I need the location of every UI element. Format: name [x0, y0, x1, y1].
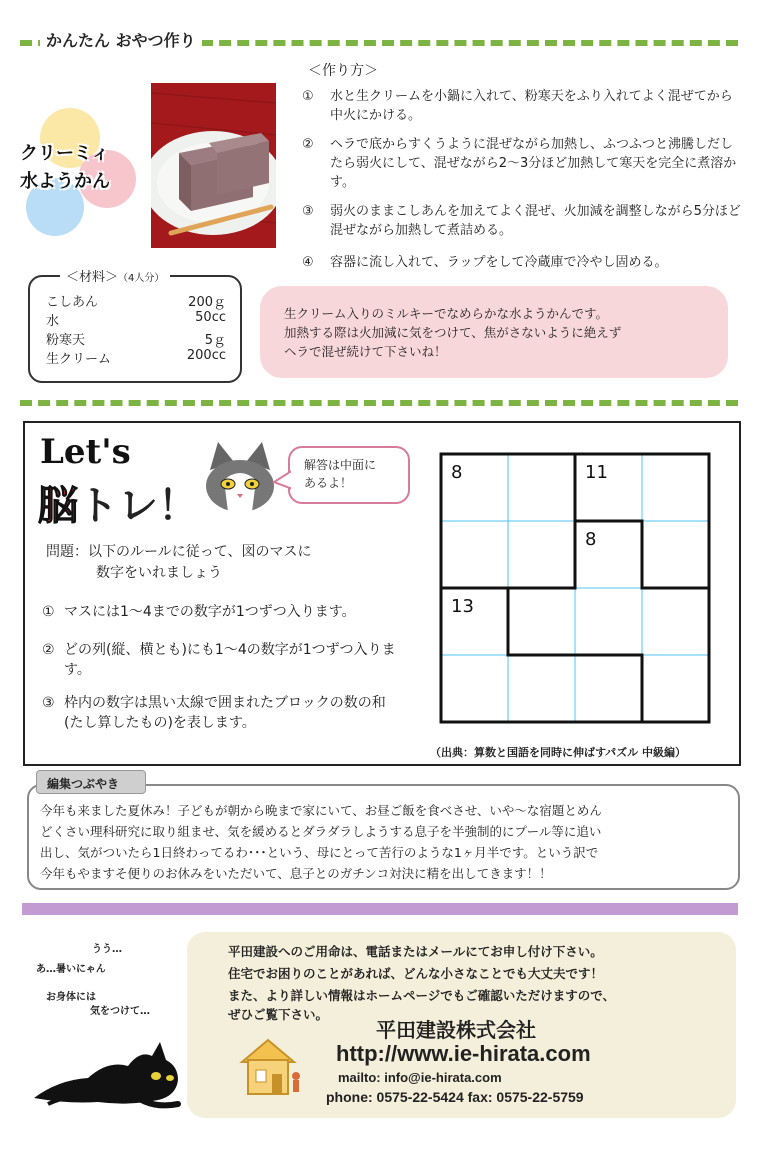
steps-heading: ＜作り方＞ [308, 63, 378, 79]
puzzle-rule [42, 602, 402, 622]
answer-bubble: 解答は中面に あるよ！ [288, 446, 410, 504]
step-number: ③ [302, 204, 314, 219]
step-number: ④ [302, 255, 314, 270]
info-line: 平田建設へのご用命は、電話またはメールにてお申し付け下さい。 [228, 944, 603, 959]
rule-number: ③ [42, 695, 55, 711]
puzzle-title-brain: 脳トレ！ [38, 483, 198, 529]
middle-dashed-divider [20, 400, 738, 406]
material-name: 生クリーム [46, 352, 112, 367]
cat-speech-4: 気をつけて… [90, 1006, 150, 1017]
material-name: こしあん [46, 295, 99, 310]
clue-number: 8 [585, 529, 597, 550]
puzzle-rule [42, 640, 402, 680]
material-row [46, 348, 226, 367]
clue-number: 11 [585, 462, 608, 483]
rule-number: ② [42, 642, 55, 658]
cat-speech-1: うう… [92, 944, 122, 955]
editorial-text: 今年も来ました夏休み！子どもが朝から晩まで家にいて、お昼ご飯を食べさせ、いや～な宿題とめん どくさい理科研究に取り組ませ、気を緩めるとダラダラしようする息子を半強制的にプール等に追い 出し、気がついたら1日終わってるわ･･･という、母にとって苦行のような1ヶ月半です。という訳で 今年もやますそ便りのお休みをいただいて、息子とのガチンコ対決に精を出してきます！！ [40, 803, 602, 881]
cat-face-icon [200, 440, 280, 520]
editorial-tab: 編集つぶやき [36, 770, 146, 794]
recipe-step [302, 87, 742, 125]
clue-number: 8 [451, 462, 463, 483]
recipe-note: 生クリーム入りのミルキーでなめらかな水ようかんです。 加熱する際は火加減に気をつけて、焦がさないように絶えず ヘラで混ぜ続けて下さいね！ [260, 286, 728, 378]
cat-speech-2: あ…暑いにゃん [36, 964, 106, 975]
yokan-photo [151, 83, 276, 248]
puzzle-title-lets: Let's [40, 432, 131, 472]
clue-number: 13 [451, 596, 474, 617]
material-amount: 5ｇ [204, 333, 226, 348]
step-text: 水と生クリームを小鍋に入れて、粉寒天をふり入れてよく混ぜてから中火にかける。 [330, 89, 733, 123]
step-number: ② [302, 137, 314, 152]
rule-number: ① [42, 604, 55, 620]
puzzle-grid [438, 451, 712, 725]
email-link[interactable]: mailto: info@ie-hirata.com [338, 1070, 502, 1085]
step-text: 容器に流し入れて、ラップをして冷蔵庫で冷やし固める。 [330, 255, 668, 270]
dessert-name: クリーミィ 水ようかん [20, 143, 110, 192]
material-row [46, 310, 226, 329]
materials-heading: ＜材料＞（4人分） [60, 266, 170, 285]
rule-text: 枠内の数字は黒い太線で囲まれたブロックの数の和(たし算したもの)を表します。 [64, 695, 386, 731]
material-amount: 50cc [195, 310, 226, 325]
material-name: 水 [46, 314, 60, 329]
puzzle-question-line2: 数字をいれましょう [96, 565, 222, 581]
step-number: ① [302, 89, 314, 104]
rule-text: どの列(縦、横とも)にも1～4の数字が1つずつ入ります。 [64, 642, 396, 678]
material-name: 粉寒天 [46, 333, 86, 348]
bubble-tail [272, 470, 292, 492]
info-line: また、より詳しい情報はホームページでもご確認いただけますので、 [228, 988, 616, 1003]
purple-divider [22, 903, 738, 915]
step-text: 弱火のままこしあんを加えてよく混ぜ、火加減を調整しながら5分ほど混ぜながら加熱して煮詰める。 [330, 204, 741, 238]
recipe-step [302, 135, 742, 192]
recipe-section-title: かんたん おやつ作り [40, 28, 202, 51]
material-amount: 200ｇ [188, 295, 226, 310]
info-line: ぜひご覧下さい。 [228, 1007, 329, 1022]
rule-text: マスには1～4までの数字が1つずつ入ります。 [64, 604, 356, 620]
material-row [46, 291, 226, 310]
cat-speech-3: お身体には [46, 992, 96, 1003]
material-amount: 200cc [186, 348, 226, 363]
phone-fax: phone: 0575-22-5424 fax: 0575-22-5759 [326, 1089, 584, 1105]
sleeping-cat-icon [28, 1020, 188, 1110]
step-text: ヘラで底からすくうように混ぜながら加熱し、ふつふつと沸騰しだしたら弱火にして、混ぜながら2～3分ほど加熱して寒天を完全に煮溶かす。 [330, 137, 737, 190]
material-row [46, 329, 226, 348]
puzzle-source: （出典：算数と国語を同時に伸ばすパズル 中級編） [430, 746, 686, 759]
puzzle-rule [42, 693, 402, 733]
website-link[interactable]: http://www.ie-hirata.com [336, 1041, 591, 1066]
recipe-step [302, 202, 742, 240]
info-line: 住宅でお困りのことがあれば、どんな小さなことでも大丈夫です！ [228, 966, 604, 981]
house-logo-icon [238, 1036, 306, 1098]
company-name: 平田建設株式会社 [376, 1018, 536, 1042]
recipe-step [302, 253, 742, 272]
puzzle-question: 問題：以下のルールに従って、図のマスに [46, 544, 312, 560]
